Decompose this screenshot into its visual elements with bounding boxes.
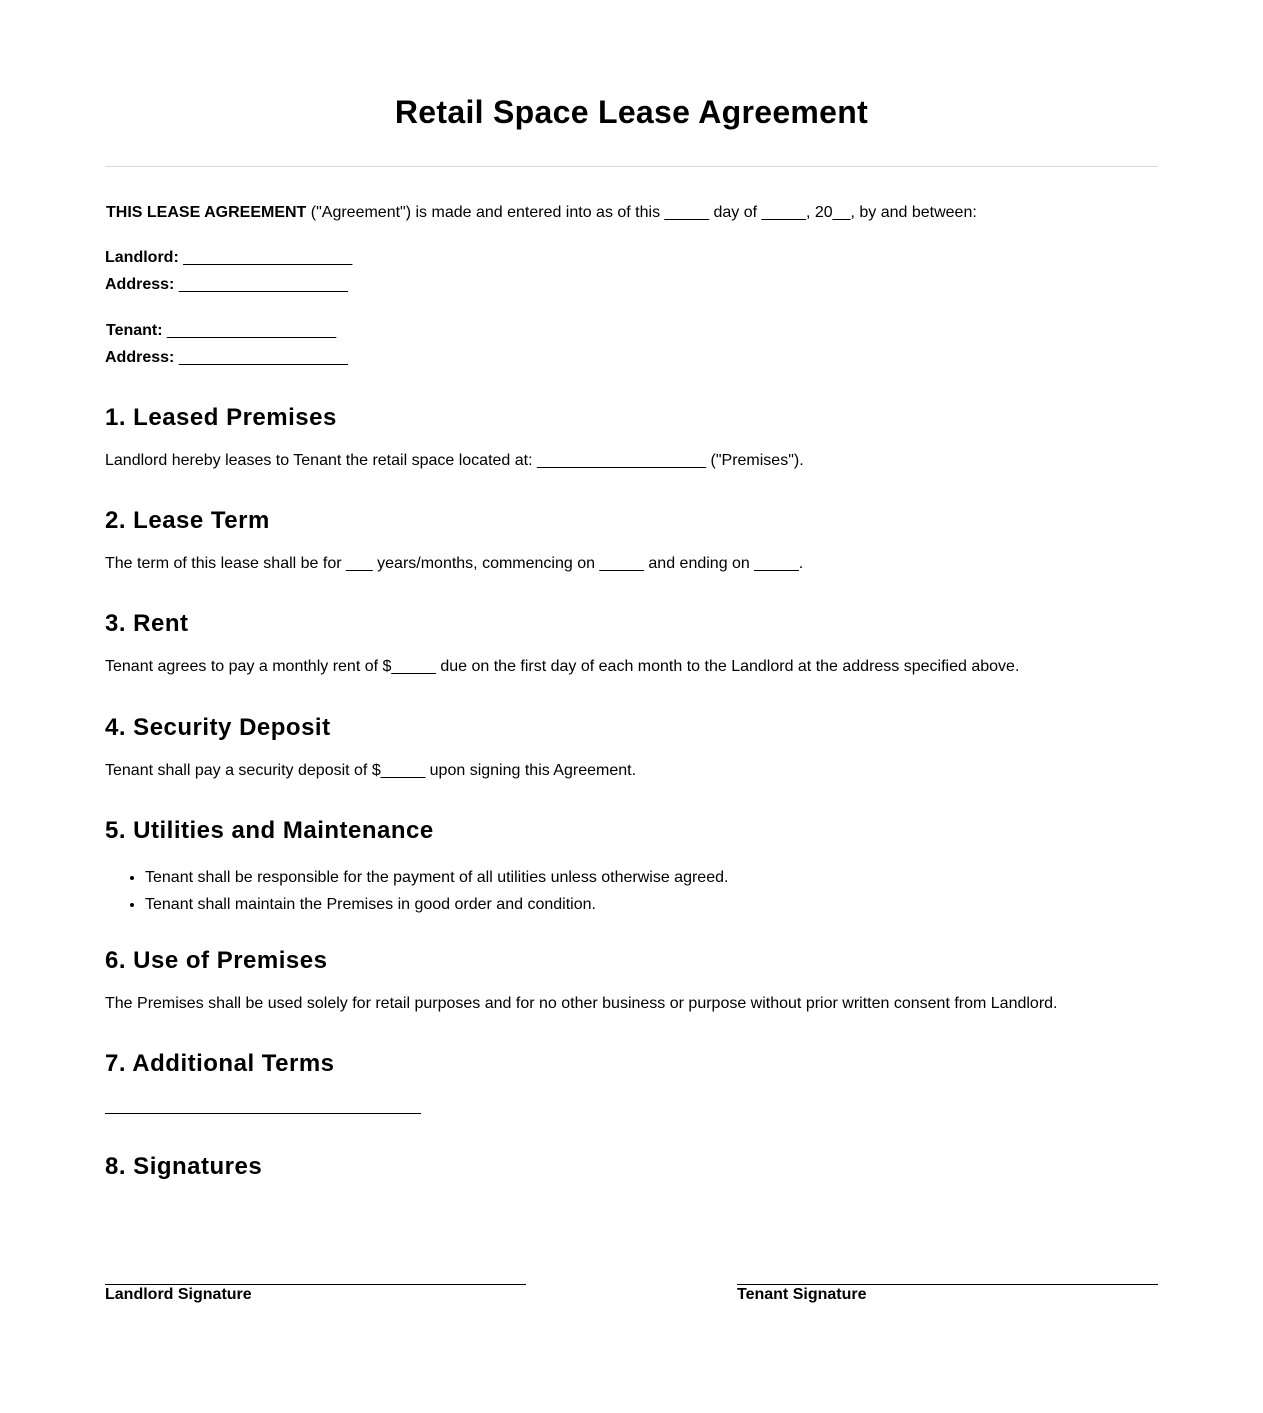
tenant-name-blank: ___________________	[167, 322, 337, 339]
intro-paragraph	[106, 203, 977, 223]
section-heading-rent: 3. Rent	[105, 610, 189, 637]
tenant-signature-line[interactable]	[737, 1284, 1158, 1285]
tenant-signature-block[interactable]	[737, 1284, 1158, 1304]
title-divider	[105, 166, 1158, 167]
section-heading-utilities-maintenance: 5. Utilities and Maintenance	[105, 817, 434, 844]
tenant-address-blank: ___________________	[178, 349, 348, 366]
document-title: Retail Space Lease Agreement	[394, 94, 869, 130]
tenant-name-line	[106, 321, 336, 341]
section-text-use-of-premises: The Premises shall be used solely for retail purposes and for no other business or purpose without prior written consent from Landlord.	[105, 995, 1058, 1012]
tenant-address-label: Address:	[105, 349, 175, 366]
section-heading-additional-terms: 7. Additional Terms	[105, 1050, 335, 1077]
landlord-signature-line[interactable]	[105, 1284, 526, 1285]
landlord-address-line	[105, 275, 348, 295]
landlord-label: Landlord:	[105, 249, 179, 266]
landlord-name-line	[105, 248, 352, 268]
list-item: • Tenant shall be responsible for the payment of all utilities unless otherwise agreed.	[145, 864, 728, 891]
landlord-name-blank: ___________________	[183, 249, 353, 266]
intro-rest: ("Agreement") is made and entered into as of this _____ day of _____, 20__, by and between:	[306, 204, 977, 221]
tenant-signature-label: Tenant Signature	[737, 1286, 867, 1303]
landlord-signature-label: Landlord Signature	[105, 1286, 252, 1303]
section-heading-lease-term: 2. Lease Term	[105, 507, 270, 534]
section-heading-security-deposit: 4. Security Deposit	[105, 714, 331, 741]
intro-lead: THIS LEASE AGREEMENT	[106, 204, 307, 221]
section-text-lease-term: The term of this lease shall be for ___ years/months, commencing on _____ and ending on _____.	[105, 555, 804, 572]
section-heading-signatures: 8. Signatures	[105, 1153, 263, 1180]
section-text-security-deposit: Tenant shall pay a security deposit of $_____ upon signing this Agreement.	[105, 762, 637, 779]
list-item: • Tenant shall maintain the Premises in good order and condition.	[145, 891, 728, 918]
section-heading-leased-premises: 1. Leased Premises	[105, 404, 337, 431]
section-text-rent: Tenant agrees to pay a monthly rent of $_____ due on the first day of each month to the Landlord at the address specified above.	[105, 658, 1020, 675]
utilities-bullet-list	[105, 864, 728, 918]
landlord-signature-block[interactable]	[105, 1284, 526, 1304]
landlord-address-label: Address:	[105, 276, 175, 293]
tenant-label: Tenant:	[106, 322, 163, 339]
additional-terms-blank-line[interactable]	[105, 1113, 421, 1114]
section-text-leased-premises: Landlord hereby leases to Tenant the retail space located at: ___________________ ("Premises").	[105, 452, 804, 469]
section-heading-use-of-premises: 6. Use of Premises	[105, 947, 328, 974]
tenant-address-line	[105, 348, 348, 368]
landlord-address-blank: ___________________	[178, 276, 348, 293]
